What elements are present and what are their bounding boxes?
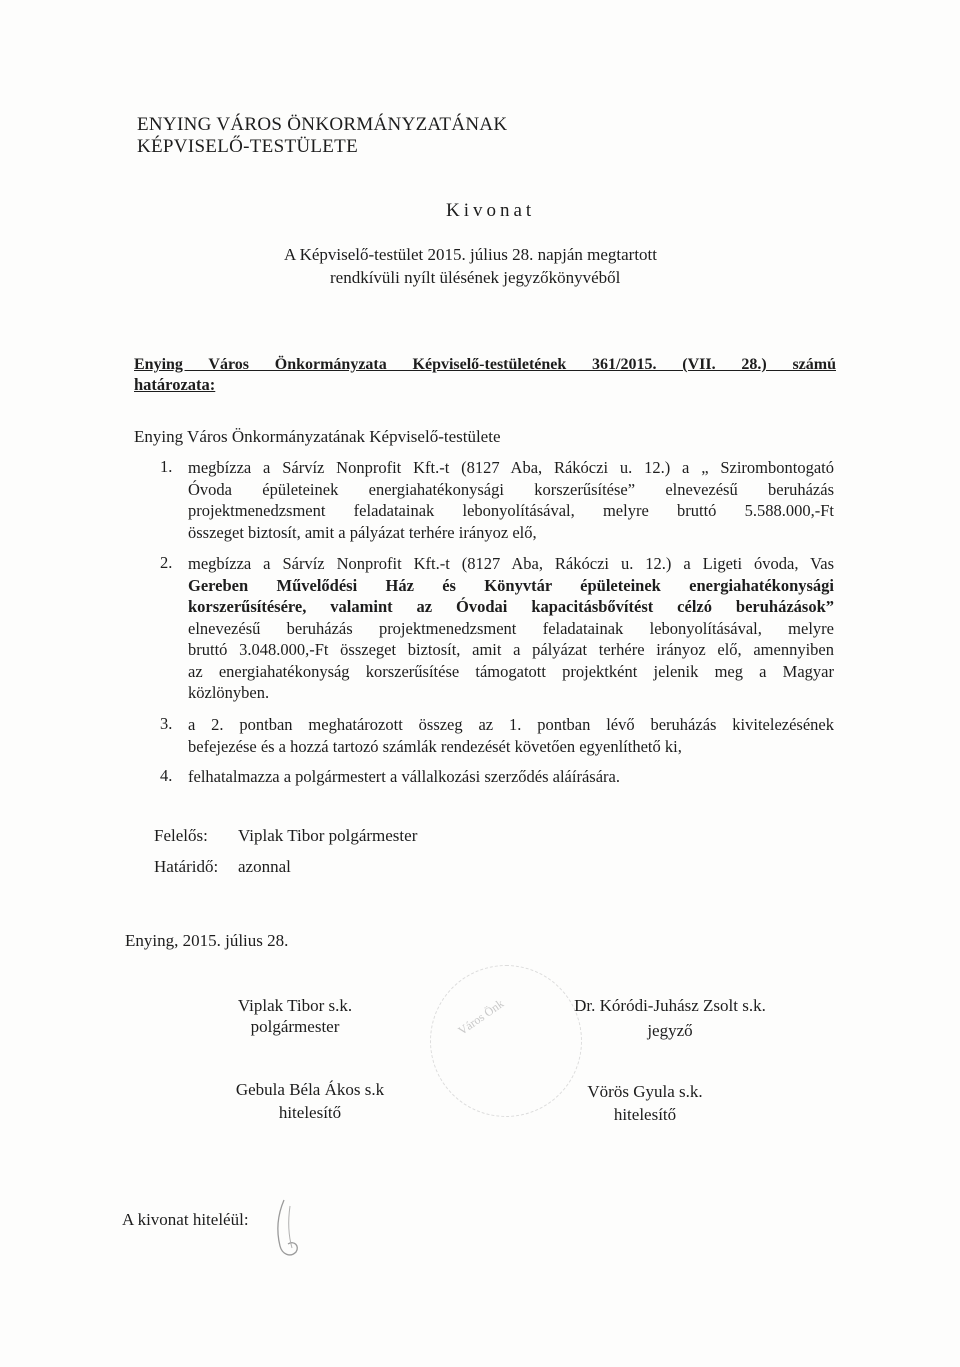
item-2-line-1: megbízza a Sárvíz Nonprofit Kft.-t (8127 Aba, Rákóczi u. 12.) a Ligeti óvoda, Vas (188, 554, 834, 573)
item-2 (188, 553, 834, 704)
certification-label: A kivonat hiteléül: (122, 1210, 249, 1229)
signature-4-name: Vörös Gyula s.k. (587, 1082, 703, 1101)
document-title: Kivonat (446, 200, 536, 221)
item-1-line-4: összeget biztosít, amit a pályázat terhére irányoz elő, (188, 522, 537, 542)
item-3 (188, 714, 834, 757)
signature-2-role: jegyző (647, 1021, 693, 1040)
stamp-text: Város Önk (455, 996, 507, 1038)
header-line-1: ENYING VÁROS ÖNKORMÁNYZATÁNAK (137, 114, 508, 135)
signature-1-name: Viplak Tibor s.k. (237, 996, 353, 1015)
item-2-line-7: közlönyben. (188, 683, 270, 702)
subtitle-line-2: rendkívüli nyílt ülésének jegyzőkönyvéből (330, 268, 621, 287)
item-1-number: 1. (160, 457, 173, 476)
item-2-number: 2. (160, 553, 173, 572)
item-4-number: 4. (160, 766, 173, 785)
item-2-line-3: korszerűsítésére, valamint az Óvodai kapacitásbővítést célzó beruházások” (188, 597, 834, 616)
resolution-heading-line-1: Enying Város Önkormányzata Képviselő-testületének 361/2015. (VII. 28.) számú (134, 356, 836, 373)
item-1-line-2: Óvoda épületeinek energiahatékonysági korszerűsítése” elnevezésű beruházás (188, 479, 834, 499)
handwritten-signature (270, 1196, 310, 1266)
signature-3-name: Gebula Béla Ákos s.k (235, 1080, 385, 1099)
item-1 (188, 457, 834, 543)
signature-2-name: Dr. Kóródi-Juhász Zsolt s.k. (574, 996, 766, 1015)
subtitle-line-1: A Képviselő-testület 2015. július 28. napján megtartott (284, 245, 657, 264)
responsible-label: Felelős: (154, 826, 208, 845)
item-3-number: 3. (160, 714, 173, 733)
signature-1-role: polgármester (250, 1017, 340, 1036)
item-3-line-2: befejezése és a hozzá tartozó számlák rendezését követően egyenlíthető ki, (188, 736, 682, 756)
item-2-line-2: Gereben Művelődési Ház és Könyvtár épületeinek energiahatékonysági (188, 575, 834, 595)
signature-3-role: hitelesítő (278, 1103, 342, 1122)
item-3-line-1: a 2. pontban meghatározott összeg az 1. pontban lévő beruházás kivitelezésének (188, 715, 834, 734)
signature-4-role: hitelesítő (613, 1105, 677, 1124)
item-4 (188, 766, 834, 788)
resolution-intro: Enying Város Önkormányzatának Képviselő-testülete (134, 427, 501, 446)
responsible-value: Viplak Tibor polgármester (238, 826, 418, 845)
item-2-line-4: elnevezésű beruházás projektmenedzsment feladatainak lebonyolításával, melyre (188, 618, 834, 638)
header-line-2: KÉPVISELŐ-TESTÜLETE (137, 136, 358, 157)
deadline-label: Határidő: (154, 857, 219, 876)
resolution-heading-line-2: határozata: (134, 375, 216, 394)
place-date: Enying, 2015. július 28. (125, 931, 289, 950)
item-1-line-1: megbízza a Sárvíz Nonprofit Kft.-t (8127 Aba, Rákóczi u. 12.) a „ Szirombontogató (188, 458, 834, 477)
item-1-line-3: projektmenedzsment feladatainak lebonyolításával, melyre bruttó 5.588.000,-Ft (188, 501, 834, 520)
item-2-line-6: az energiahatékonyság korszerűsítése támogatott projektként jelenik meg a Magyar (188, 661, 834, 681)
item-4-line-1: felhatalmazza a polgármestert a vállalkozási szerződés aláírására. (188, 767, 620, 786)
deadline-value: azonnal (238, 857, 291, 876)
item-2-line-5: bruttó 3.048.000,-Ft összeget biztosít, amit a pályázat terhére irányoz elő, amennyiben (188, 640, 834, 659)
